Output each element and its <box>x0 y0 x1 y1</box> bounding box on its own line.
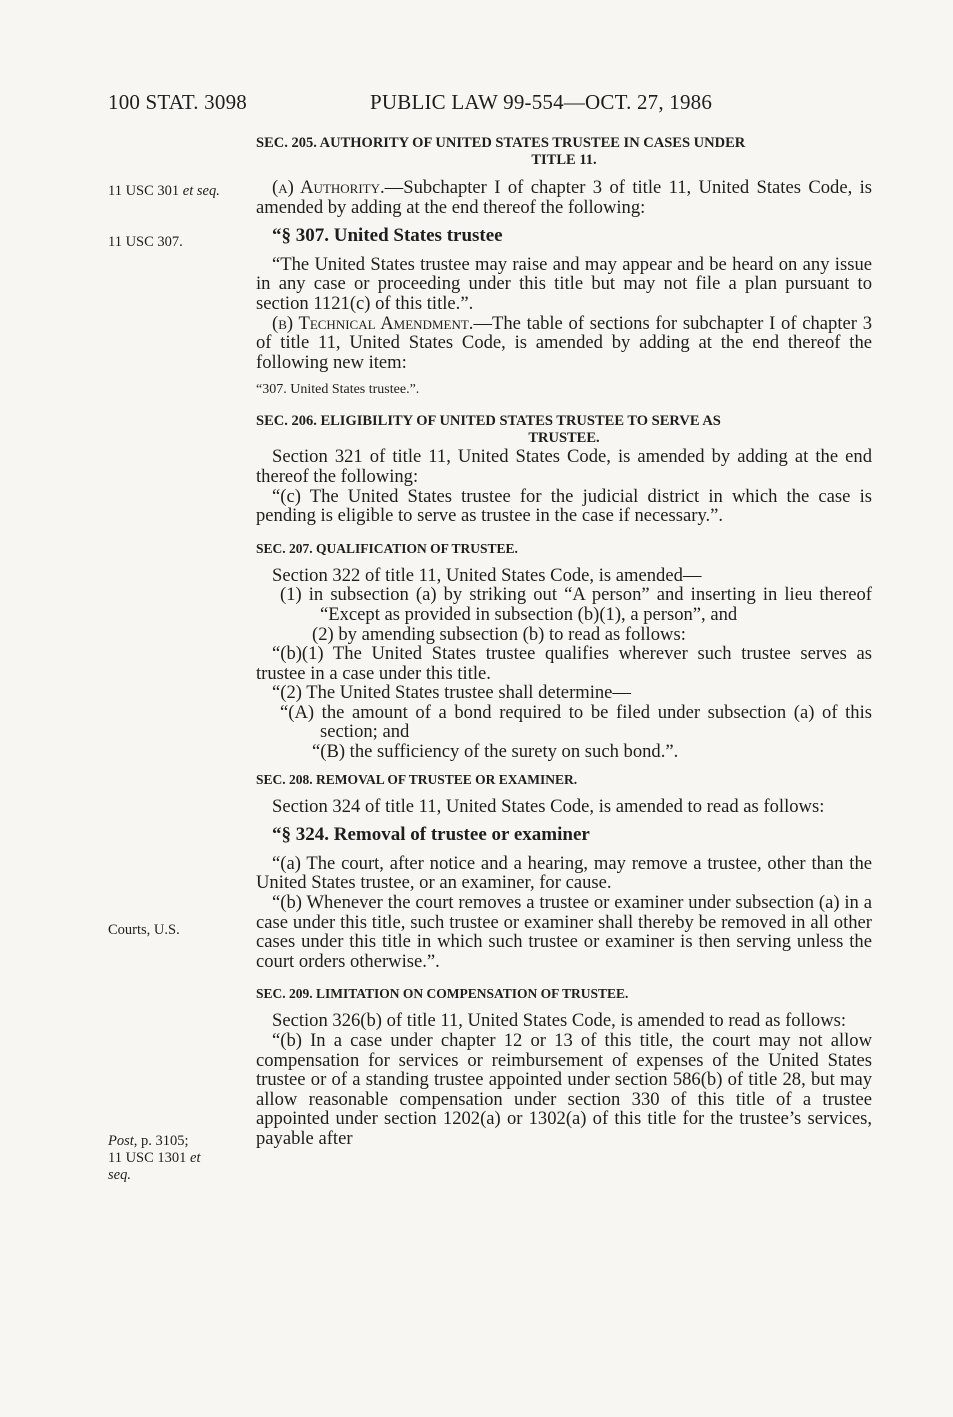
sec-205-heading: SEC. 205. AUTHORITY OF UNITED STATES TRUSTEE IN CASES UNDER TITLE 11. <box>256 135 746 168</box>
sec-207-p1: Section 322 of title 11, United States Code, is amended— <box>272 564 702 586</box>
sec-208-p1: Section 324 of title 11, United States Code, is amended to read as follows: <box>272 795 825 817</box>
sec-208-p2: “(a) The court, after notice and a hearing, may remove a trustee, other than the United States trustee, or an examiner, for cause. <box>256 852 872 894</box>
sec-207-heading: SEC. 207. QUALIFICATION OF TRUSTEE. <box>256 540 518 556</box>
sec-206-p2: “(c) The United States trustee for the judicial district in which the case is pending is eligible to serve as trustee in the case if necessary.”. <box>256 485 872 527</box>
public-law-title: PUBLIC LAW 99-554—OCT. 27, 1986 <box>370 90 713 114</box>
margin-note-usc-307: 11 USC 307. <box>108 234 183 250</box>
sec-207-p5: “(2) The United States trustee shall determine— <box>272 682 632 704</box>
sec-209-heading: SEC. 209. LIMITATION ON COMPENSATION OF TRUSTEE. <box>256 986 629 1002</box>
sec-205-b: (b) Technical Amendment.—The table of sections for subchapter I of chapter 3 of title 11, United States Code, is amended by adding at the end thereof the following new item: <box>256 312 873 373</box>
sec-205-a: (a) Authority.—Subchapter I of chapter 3 of title 11, United States Code, is amended by adding at the end thereof the following: <box>256 177 872 218</box>
sec-207-p6: “(A) the amount of a bond required to be filed under subsection (a) of this section; and <box>280 701 872 743</box>
body-text <box>256 135 872 1149</box>
sec-206-heading: SEC. 206. ELIGIBILITY OF UNITED STATES TRUSTEE TO SERVE AS TRUSTEE. <box>256 413 721 447</box>
sec-209-p1: Section 326(b) of title 11, United States Code, is amended to read as follows: <box>272 1010 847 1032</box>
sec-207-p7: “(B) the sufficiency of the surety on such bond.”. <box>312 741 679 763</box>
table-item-307: “307. United States trustee.”. <box>256 382 420 398</box>
margin-note-usc-301: 11 USC 301 et seq. <box>108 183 220 199</box>
section-307-text: “The United States trustee may raise and may appear and be heard on any issue in any case or proceeding under this title but may not file a plan pursuant to section 1121(c) of this title.”. <box>256 253 872 314</box>
sec-206-p1: Section 321 of title 11, United States Code, is amended by adding at the end thereof the following: <box>256 446 872 487</box>
sec-208-heading: SEC. 208. REMOVAL OF TRUSTEE OR EXAMINER. <box>256 771 578 787</box>
sec-209-p2: “(b) In a case under chapter 12 or 13 of this title, the court may not allow compensation for services or reimbursement of expenses of the United States trustee or of a standing trustee appointed under section 586(b) of title 28, but may allow reasonable compensation under section 330 of this title of a trustee appointed under section 1202(a) or 1302(a) of this title for the trustee’s services, payable after <box>256 1030 872 1149</box>
section-307-heading: “§ 307. United States trustee <box>272 225 503 247</box>
sec-207-p4: “(b)(1) The United States trustee qualifies wherever such trustee serves as trustee in a case under this title. <box>256 643 872 684</box>
statute-citation: 100 STAT. 3098 <box>108 90 247 114</box>
margin-note-post: Post, p. 3105; 11 USC 1301 et seq. <box>108 1133 201 1183</box>
margin-note-courts: Courts, U.S. <box>108 922 180 938</box>
sec-208-p3: “(b) Whenever the court removes a trustee or examiner under subsection (a) in a case under this title, such trustee or examiner shall thereby be removed in all other cases under this title in which such trustee or examiner is then serving unless the court orders otherwise.”. <box>256 892 872 972</box>
section-324-heading: “§ 324. Removal of trustee or examiner <box>272 824 590 846</box>
sec-207-p2: (1) in subsection (a) by striking out “A person” and inserting in lieu thereof “Except as provided in subsection (b)(1), a person”, and <box>280 584 872 625</box>
sec-207-p3: (2) by amending subsection (b) to read as follows: <box>312 623 686 645</box>
